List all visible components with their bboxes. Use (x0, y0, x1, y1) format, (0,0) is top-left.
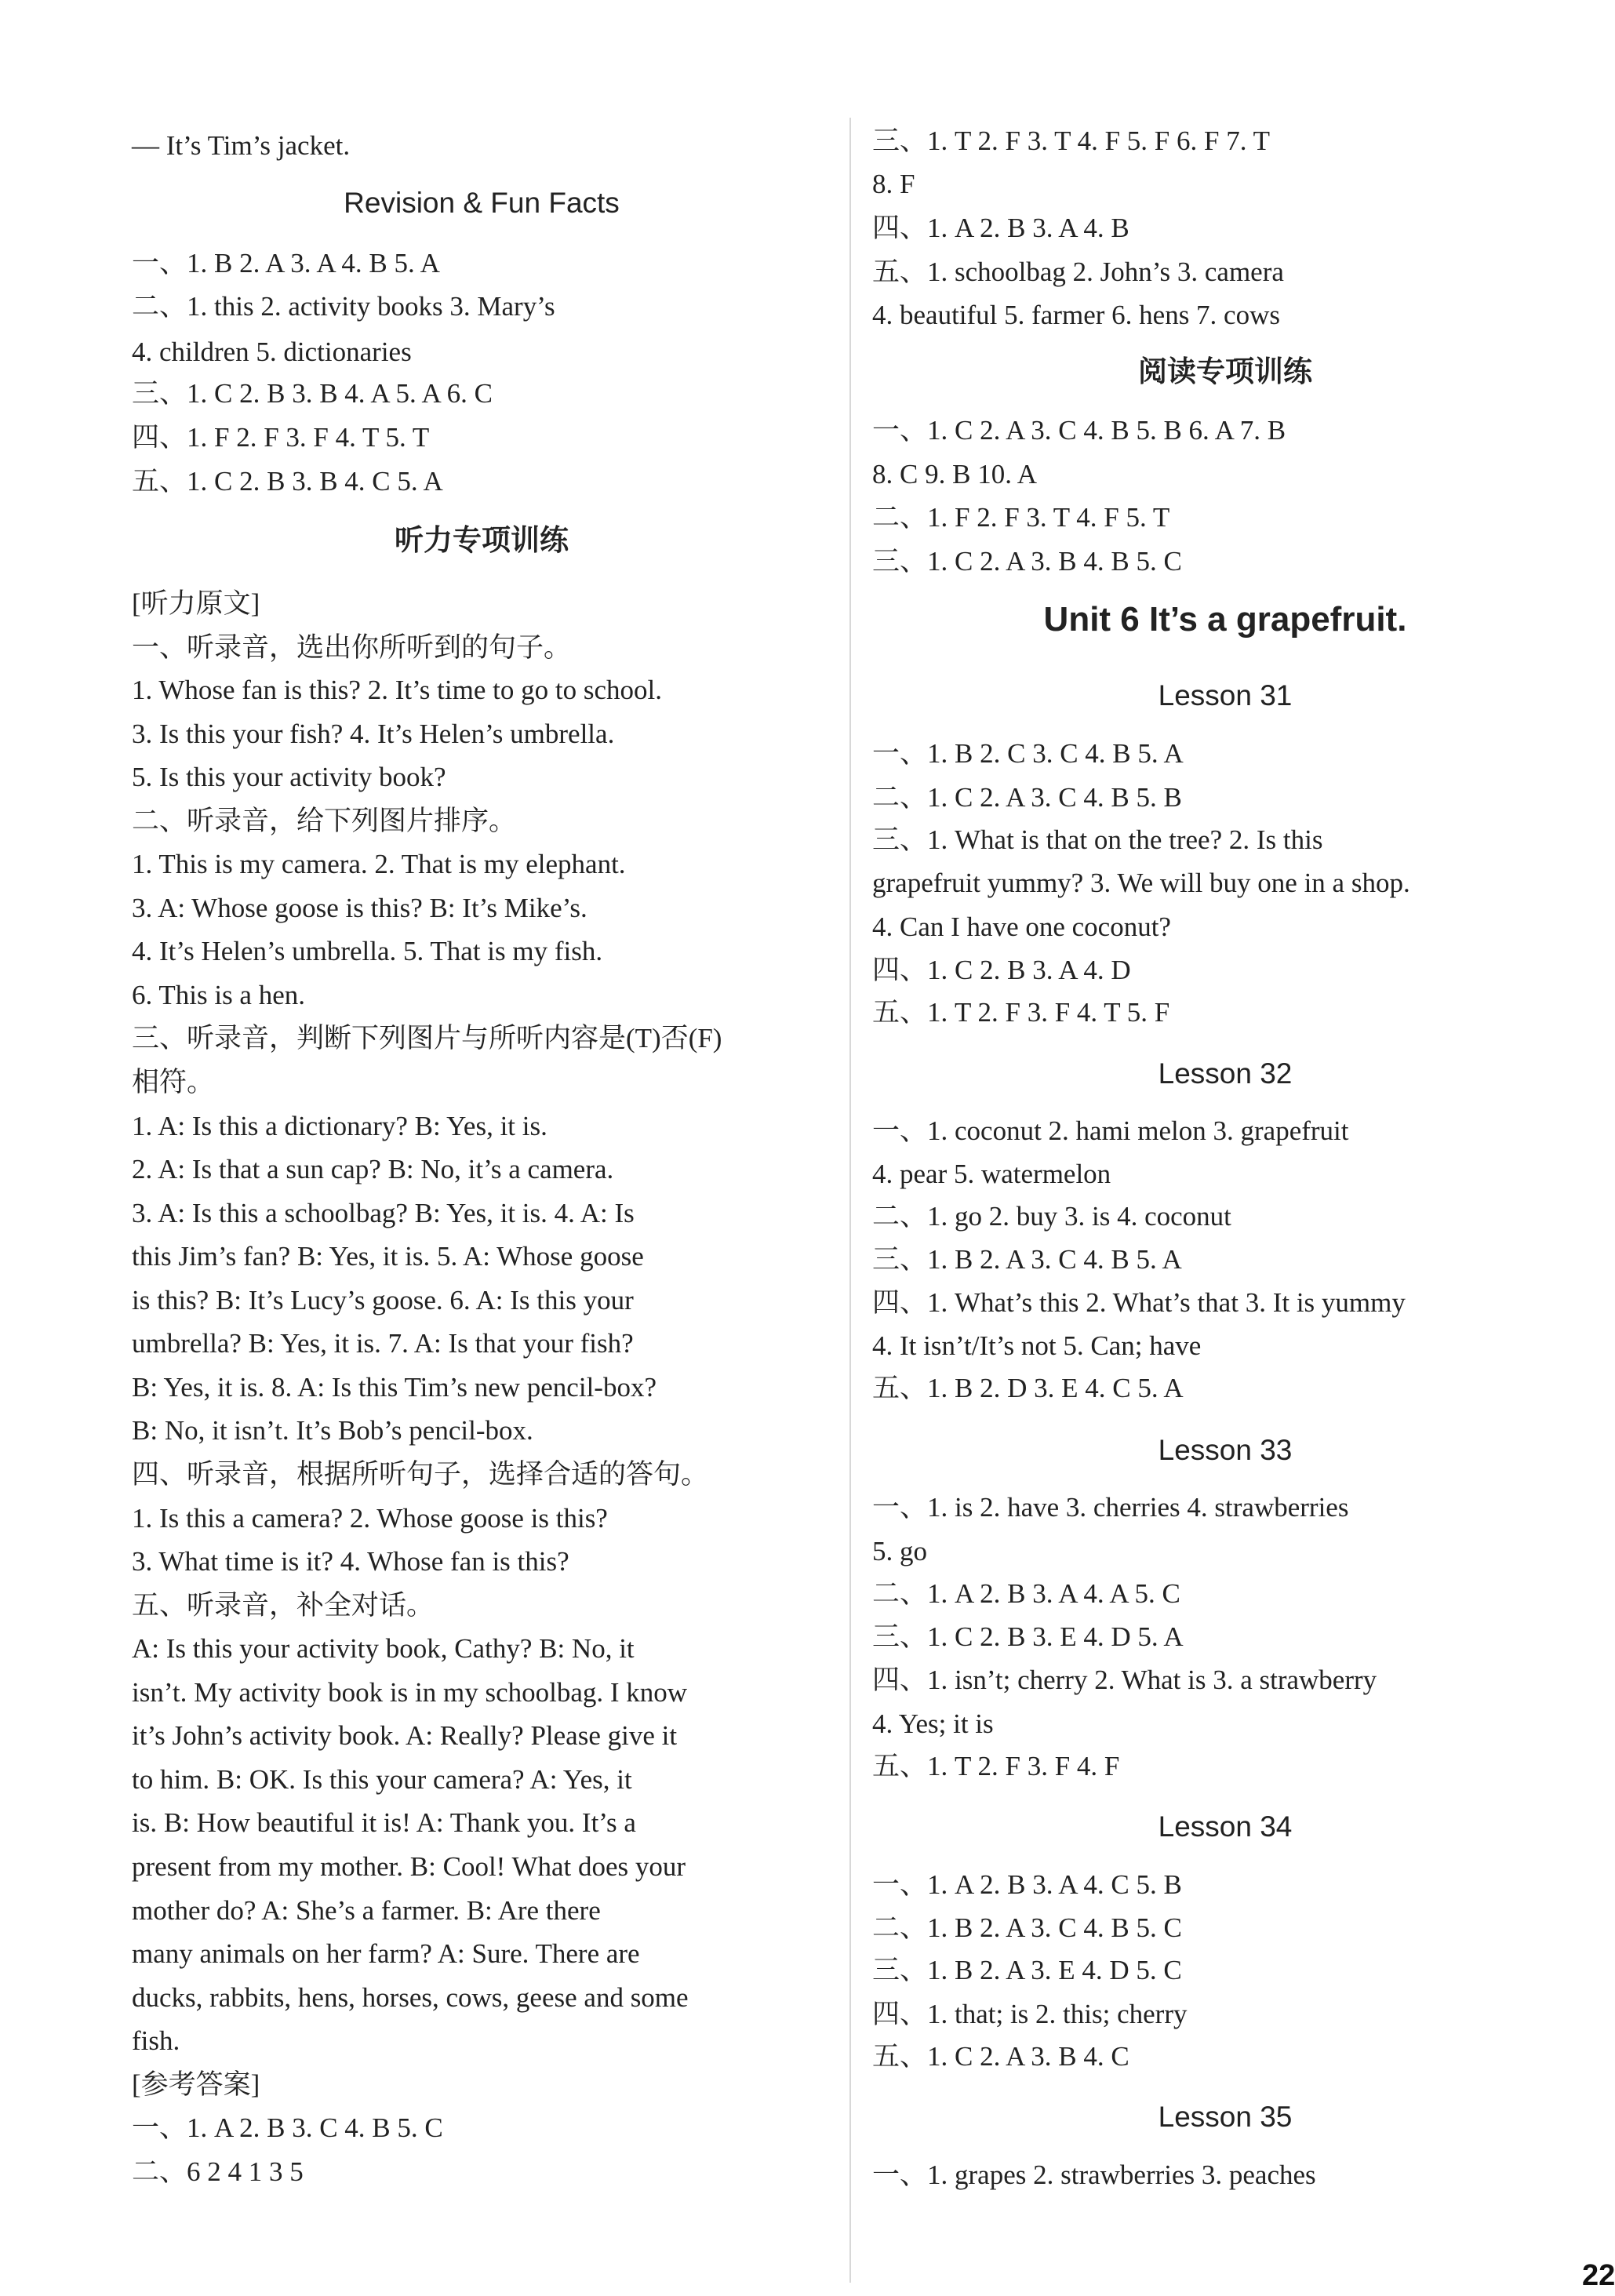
section-title-revision: Revision & Fun Facts (344, 187, 620, 219)
lesson-title: Lesson 31 (1158, 679, 1293, 711)
text-line: 1. Is this a camera? 2. Whose goose is this? (132, 1503, 608, 1534)
text-line: A: Is this your activity book, Cathy? B: No, it (132, 1633, 635, 1664)
answer-line: 一、1. A 2. B 3. C 4. B 5. C (132, 2112, 443, 2143)
answer-line: 三、1. B 2. A 3. E 4. D 5. C (872, 1955, 1182, 1985)
answer-line: 4. It isn’t/It’s not 5. Can; have (872, 1330, 1202, 1361)
answer-line: 五、1. schoolbag 2. John’s 3. camera (872, 257, 1284, 287)
text-line: B: No, it isn’t. It’s Bob’s pencil-box. (132, 1415, 533, 1446)
answer-line: 四、1. What’s this 2. What’s that 3. It is yummy (872, 1287, 1406, 1318)
text-line: this Jim’s fan? B: Yes, it is. 5. A: Whose goose (132, 1241, 644, 1272)
unit-title: Unit 6 It’s a grapefruit. (1043, 600, 1407, 639)
answer-line: 4. pear 5. watermelon (872, 1159, 1111, 1189)
answer-line: grapefruit yummy? 3. We will buy one in a shop. (872, 868, 1410, 898)
text-line: is this? B: It’s Lucy’s goose. 6. A: Is this your (132, 1285, 634, 1315)
text-line: 6. This is a hen. (132, 980, 306, 1010)
text-line: 1. A: Is this a dictionary? B: Yes, it is. (132, 1111, 547, 1141)
answer-line: 五、1. C 2. B 3. B 4. C 5. A (132, 466, 443, 497)
answer-line: 三、1. T 2. F 3. T 4. F 5. F 6. F 7. T (872, 126, 1270, 156)
answer-line: 4. beautiful 5. farmer 6. hens 7. cows (872, 300, 1280, 330)
answer-line: 五、1. B 2. D 3. E 4. C 5. A (872, 1373, 1184, 1403)
answer-line: 四、1. that; is 2. this; cherry (872, 1999, 1188, 2029)
answer-line: 四、1. isn’t; cherry 2. What is 3. a strawberry (872, 1665, 1377, 1695)
text-line: ducks, rabbits, hens, horses, cows, geese and some (132, 1982, 689, 2013)
answer-line: 二、1. this 2. activity books 3. Mary’s (132, 291, 555, 322)
text-line: 1. This is my camera. 2. That is my elephant. (132, 849, 626, 879)
answer-line: 8. F (872, 169, 915, 199)
answer-line: 三、1. What is that on the tree? 2. Is this (872, 824, 1323, 855)
text-line: present from my mother. B: Cool! What does your (132, 1851, 686, 1882)
answer-line: 二、1. F 2. F 3. T 4. F 5. T (872, 502, 1170, 533)
text-line: umbrella? B: Yes, it is. 7. A: Is that your fish? (132, 1328, 634, 1359)
answer-line: 一、1. A 2. B 3. A 4. C 5. B (872, 1869, 1182, 1900)
text-line: many animals on her farm? A: Sure. There are (132, 1938, 640, 1969)
text-line: 5. Is this your activity book? (132, 762, 446, 792)
text-line: 3. Is this your fish? 4. It’s Helen’s umbrella. (132, 719, 615, 749)
lesson-title: Lesson 34 (1158, 1810, 1293, 1843)
text-line: 一、听录音，选出你所听到的句子。 (132, 632, 572, 663)
column-divider (849, 118, 851, 2283)
answer-line: 一、1. B 2. C 3. C 4. B 5. A (872, 738, 1184, 769)
answer-line: 一、1. grapes 2. strawberries 3. peaches (872, 2160, 1316, 2190)
answer-line: 4. Can I have one coconut? (872, 911, 1171, 942)
section-title-reading: 阅读专项训练 (1138, 355, 1312, 388)
text-line: 二、听录音，给下列图片排序。 (132, 806, 517, 836)
lesson-title: Lesson 35 (1158, 2101, 1293, 2133)
text-line: to him. B: OK. Is this your camera? A: Yes, it (132, 1764, 632, 1795)
text-line: 三、听录音，判断下列图片与所听内容是(T)否(F) (132, 1023, 722, 1053)
answer-line: 五、1. C 2. A 3. B 4. C (872, 2041, 1129, 2072)
answer-line: 四、1. A 2. B 3. A 4. B (872, 213, 1129, 243)
answer-line: 一、1. is 2. have 3. cherries 4. strawberries (872, 1492, 1349, 1523)
text-line: 五、听录音，补全对话。 (132, 1590, 435, 1621)
page-number: 22 (1582, 2259, 1615, 2292)
answer-line: 一、1. B 2. A 3. A 4. B 5. A (132, 248, 440, 278)
text-line: 4. It’s Helen’s umbrella. 5. That is my fish. (132, 936, 603, 966)
answer-line: 二、1. A 2. B 3. A 4. A 5. C (872, 1578, 1180, 1609)
answer-line: 三、1. C 2. B 3. E 4. D 5. A (872, 1621, 1184, 1652)
lesson-title: Lesson 32 (1158, 1057, 1293, 1090)
lesson-title: Lesson 33 (1158, 1434, 1293, 1466)
answer-line: 一、1. coconut 2. hami melon 3. grapefruit (872, 1115, 1349, 1146)
answer-line: 二、1. go 2. buy 3. is 4. coconut (872, 1201, 1231, 1232)
section-title-listening: 听力专项训练 (395, 523, 569, 557)
text-line: 相符。 (132, 1067, 215, 1097)
answer-line: 二、1. C 2. A 3. C 4. B 5. B (872, 782, 1182, 813)
text-line: mother do? A: She’s a farmer. B: Are there (132, 1895, 601, 1926)
answer-line: 5. go (872, 1536, 927, 1566)
text-line: 1. Whose fan is this? 2. It’s time to go to school. (132, 675, 662, 705)
answer-line: 二、6 2 4 1 3 5 (132, 2156, 304, 2187)
answer-line: 三、1. B 2. A 3. C 4. B 5. A (872, 1244, 1182, 1275)
answer-line: 一、1. C 2. A 3. C 4. B 5. B 6. A 7. B (872, 415, 1286, 446)
label-original-text: [听力原文] (132, 588, 260, 619)
text-line: is. B: How beautiful it is! A: Thank you. It’s a (132, 1807, 636, 1838)
text-line: 3. A: Is this a schoolbag? B: Yes, it is. 4. A: Is (132, 1198, 635, 1228)
text-line: 3. A: Whose goose is this? B: It’s Mike’s. (132, 893, 587, 923)
answer-line: 四、1. F 2. F 3. F 4. T 5. T (132, 422, 430, 453)
answer-line: 五、1. T 2. F 3. F 4. T 5. F (872, 997, 1170, 1028)
text-line: it’s John’s activity book. A: Really? Please give it (132, 1720, 678, 1751)
answer-line: 4. Yes; it is (872, 1708, 994, 1739)
answer-line: 三、1. C 2. B 3. B 4. A 5. A 6. C (132, 378, 493, 409)
text-line: isn’t. My activity book is in my schoolbag. I know (132, 1677, 688, 1708)
text-line: — It’s Tim’s jacket. (132, 130, 351, 161)
answer-line: 四、1. C 2. B 3. A 4. D (872, 955, 1131, 985)
text-line: 四、听录音，根据所听句子，选择合适的答句。 (132, 1459, 709, 1490)
answer-line: 8. C 9. B 10. A (872, 459, 1038, 489)
answer-line: 二、1. B 2. A 3. C 4. B 5. C (872, 1912, 1182, 1943)
answer-line: 五、1. T 2. F 3. F 4. F (872, 1751, 1120, 1781)
label-reference-answer: [参考答案] (132, 2069, 260, 2100)
answer-line: 4. children 5. dictionaries (132, 337, 412, 367)
text-line: B: Yes, it is. 8. A: Is this Tim’s new pencil-box? (132, 1372, 657, 1403)
answer-line: 三、1. C 2. A 3. B 4. B 5. C (872, 546, 1182, 577)
text-line: fish. (132, 2025, 180, 2056)
text-line: 3. What time is it? 4. Whose fan is this? (132, 1546, 569, 1577)
text-line: 2. A: Is that a sun cap? B: No, it’s a camera. (132, 1154, 614, 1184)
